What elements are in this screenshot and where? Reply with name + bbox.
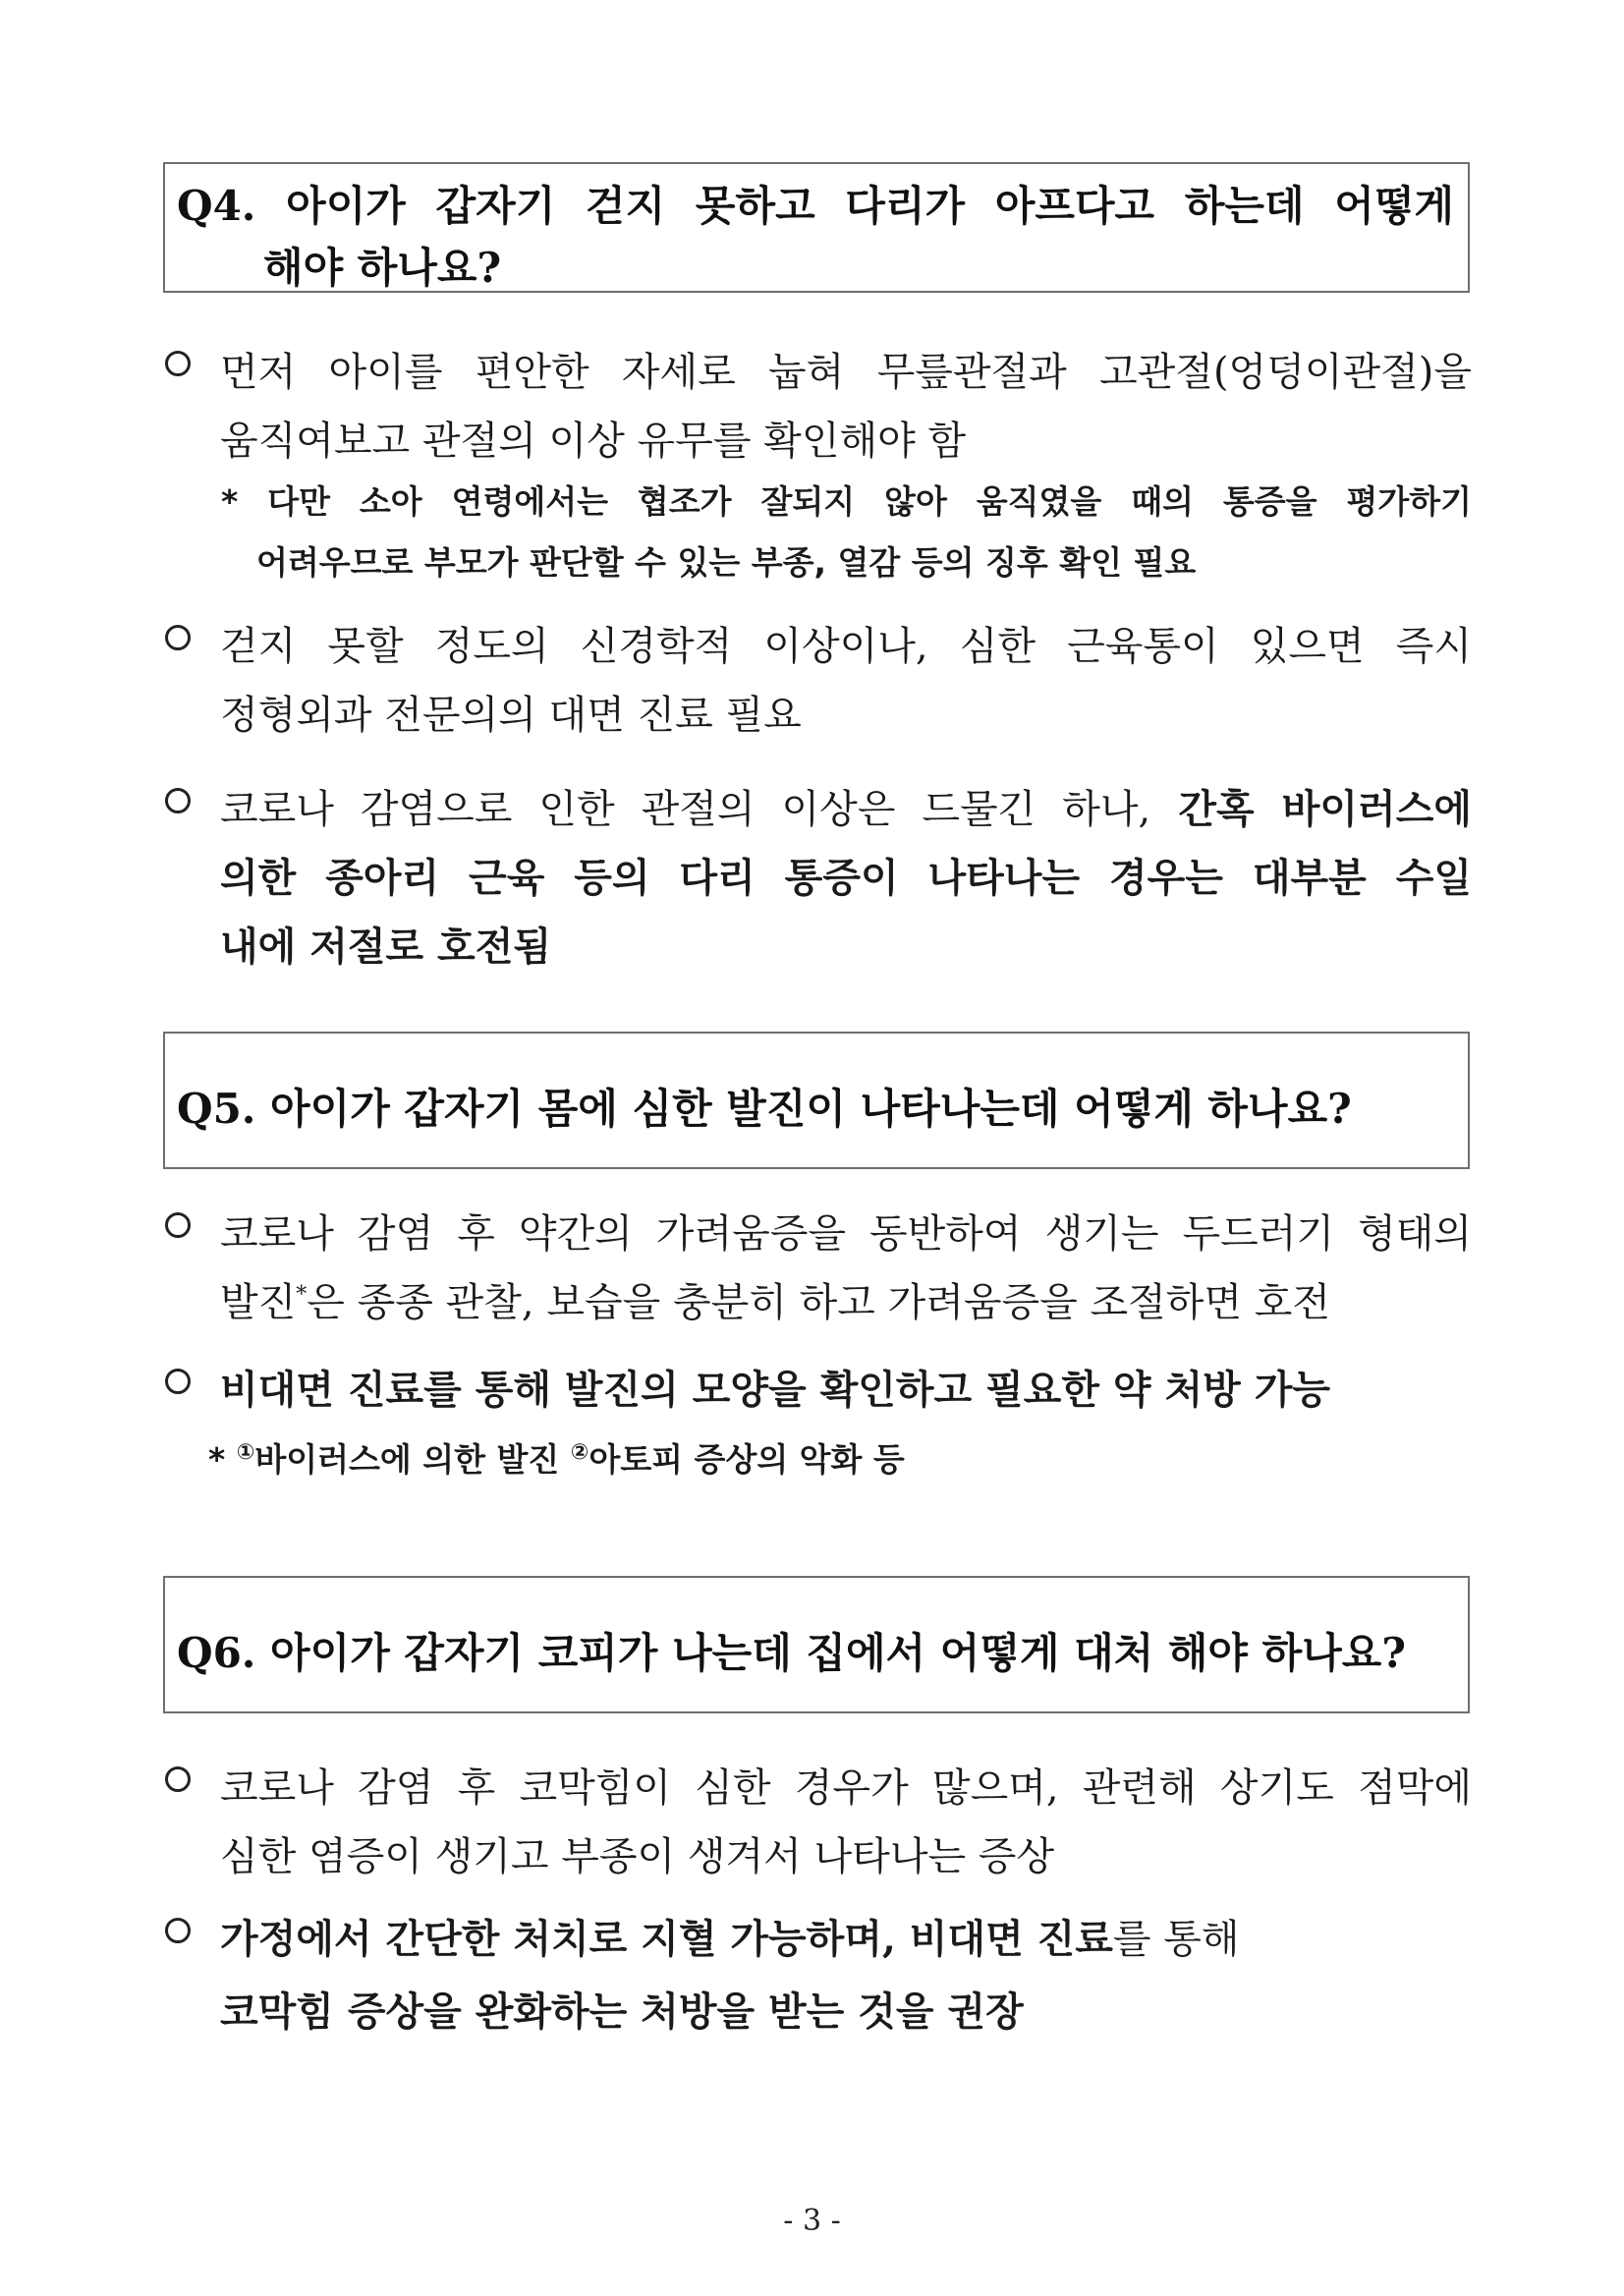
circle-bullet-icon (165, 1918, 191, 1943)
circle-bullet-icon (165, 1766, 191, 1792)
answer-line: 내에 저절로 호전됨 (220, 924, 551, 970)
answer-text-bold: 간혹 바이러스에 (1150, 786, 1472, 832)
answer-line: 움직여보고 관절의 이상 유무를 확인해야 함 (220, 419, 967, 464)
answer-line: 걷지 못할 정도의 신경학적 이상이나, 심한 근육통이 있으면 즉시 (220, 624, 1472, 669)
footnote-text-1: 바이러스에 의한 발진 (254, 1440, 560, 1479)
question-q4-line1: Q4. 아이가 갑자기 걷지 못하고 다리가 아프다고 하는데 어떻게 (177, 182, 1454, 230)
answer-line: 정형외과 전문의의 대면 진료 필요 (220, 693, 802, 738)
circle-bullet-icon (165, 1212, 191, 1238)
footnote-star: * (208, 1440, 226, 1479)
answer-line: 의한 종아리 근육 등의 다리 통증이 나타나는 경우는 대부분 수일 (220, 855, 1472, 901)
circle-bullet-icon (165, 788, 191, 813)
footnote-line: * 다만 소아 연령에서는 협조가 잘되지 않아 움직였을 때의 통증을 평가하기 (221, 482, 1472, 521)
answer-line: 심한 염증이 생기고 부종이 생겨서 나타나는 증상 (220, 1834, 1055, 1879)
circle-bullet-icon (165, 351, 191, 376)
page-number: - 3 - (783, 2204, 841, 2238)
answer-line (220, 1908, 1240, 1964)
footnote-marker: * (296, 1282, 308, 1308)
circle-bullet-icon (165, 625, 191, 650)
footnote-number-2: ② (570, 1440, 589, 1465)
question-box-q4 (163, 162, 1470, 293)
question-q6-line1: Q6. 아이가 갑자기 코피가 나는데 집에서 어떻게 대처 해야 하나요? (177, 1629, 1406, 1677)
footnote-line (208, 1434, 905, 1481)
answer-line: 코로나 감염 후 약간의 가려움증을 동반하여 생기는 두드러기 형태의 (220, 1211, 1472, 1257)
answer-line: 코로나 감염 후 코막힘이 심한 경우가 많으며, 관련해 상기도 점막에 (220, 1765, 1472, 1811)
circle-bullet-icon (165, 1369, 191, 1394)
question-box-q5 (163, 1032, 1470, 1169)
answer-line (220, 778, 1472, 834)
answer-line: 먼저 아이를 편안한 자세로 눕혀 무릎관절과 고관절(엉덩이관절)을 (220, 350, 1472, 395)
footnote-line: 어려우므로 부모가 판단할 수 있는 부종, 열감 등의 징후 확인 필요 (256, 543, 1197, 582)
question-q4-line2: 해야 하나요? (263, 244, 502, 292)
answer-line (220, 1271, 1330, 1327)
answer-text: 은 종종 관찰, 보습을 충분히 하고 가려움증을 조절하면 호전 (307, 1280, 1331, 1325)
footnote-number-1: ① (236, 1440, 255, 1465)
answer-text-normal: 코로나 감염으로 인한 관절의 이상은 드물긴 하나, (220, 787, 1151, 832)
answer-text-bold: 가정에서 간단한 처치로 지혈 가능하며, 비대면 진료 (220, 1916, 1113, 1962)
answer-text: 발진 (220, 1280, 297, 1325)
question-box-q6 (163, 1576, 1470, 1713)
answer-line: 비대면 진료를 통해 발진의 모양을 확인하고 필요한 약 처방 가능 (220, 1367, 1330, 1413)
question-q5-line1: Q5. 아이가 갑자기 몸에 심한 발진이 나타나는데 어떻게 하나요? (177, 1085, 1352, 1133)
answer-text-normal: 를 통해 (1112, 1917, 1240, 1962)
footnote-text-2: 아토피 증상의 악화 등 (588, 1440, 905, 1479)
answer-line: 코막힘 증상을 완화하는 처방을 받는 것을 권장 (220, 1988, 1024, 2035)
